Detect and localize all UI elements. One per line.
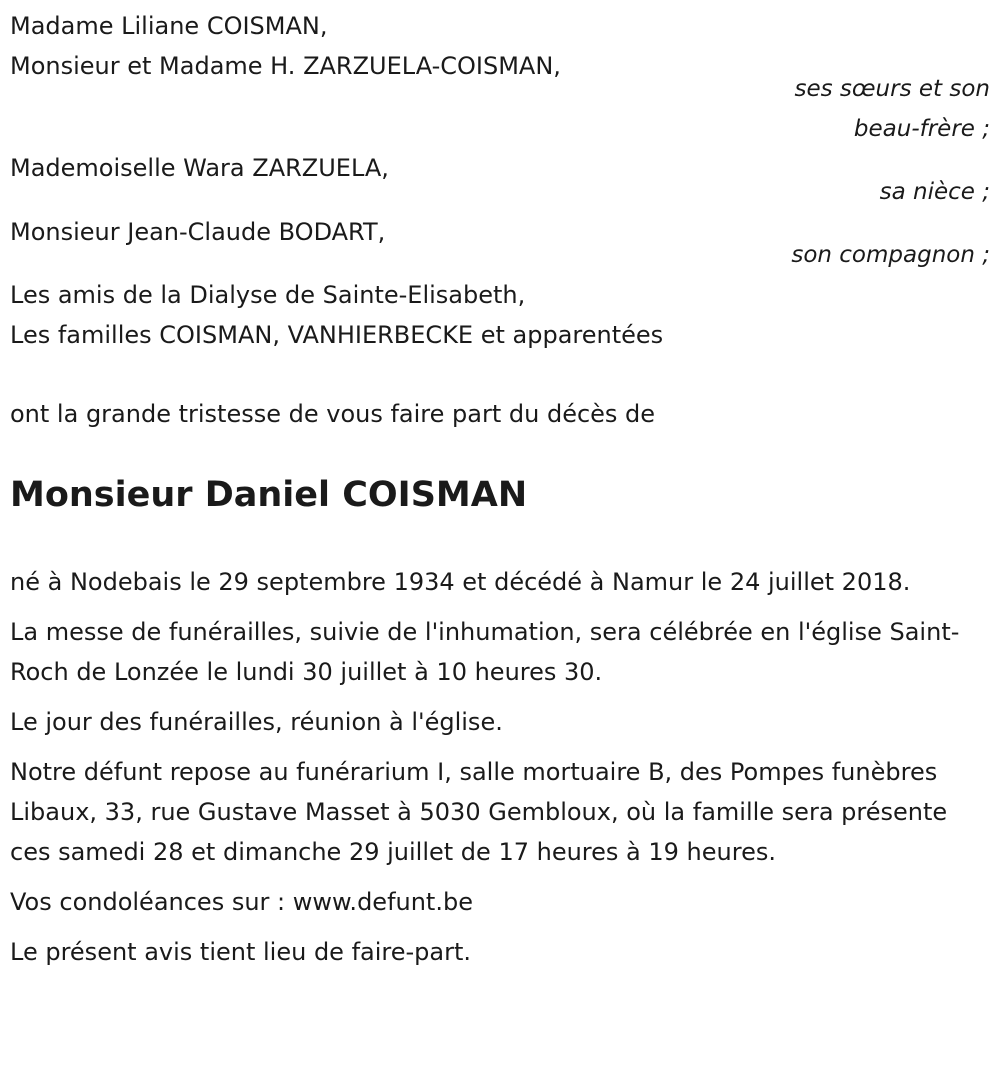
family-sister-1: Madame Liliane COISMAN, [10,12,328,40]
notice-text: Le présent avis tient lieu de faire-part. [10,938,472,966]
rest-place-text: Notre défunt repose au funérarium I, salle mortuaire B, des Pompes funèbres Libaux, 33, rue Gustave Masset à 5030 Gembloux, où la famille sera présente ces samedi 28 et dimanche 29 juillet de 17 heures à 19 heures. [10,758,948,866]
deceased-name: Monsieur Daniel COISMAN [10,475,528,515]
meeting-text: Le jour des funérailles, réunion à l'église. [10,708,503,736]
family-friends: Les amis de la Dialyse de Sainte-Elisabeth, [10,281,526,309]
family-sister-2: Monsieur et Madame H. ZARZUELA-COISMAN, [10,52,561,80]
niece-relation: sa nièce ; [879,179,990,205]
sisters-relation-line-1: ses sœurs et son [794,76,990,102]
details-block [10,562,990,982]
family-niece: Mademoiselle Wara ZARZUELA, [10,154,389,182]
birth-death-text: né à Nodebais le 29 septembre 1934 et décédé à Namur le 24 juillet 2018. [10,568,911,596]
family-companion: Monsieur Jean-Claude BODART, [10,218,386,246]
funeral-mass-text: La messe de funérailles, suivie de l'inhumation, sera célébrée en l'église Saint-Roch de Lonzée le lundi 30 juillet à 10 heures 30. [10,618,960,686]
condolences-text: Vos condoléances sur : www.defunt.be [10,888,473,916]
announcement-text: ont la grande tristesse de vous faire part du décès de [10,400,656,428]
family-families: Les familles COISMAN, VANHIERBECKE et apparentées [10,321,664,349]
companion-relation: son compagnon ; [791,242,990,268]
sisters-relation-line-2: beau-frère ; [853,116,990,142]
